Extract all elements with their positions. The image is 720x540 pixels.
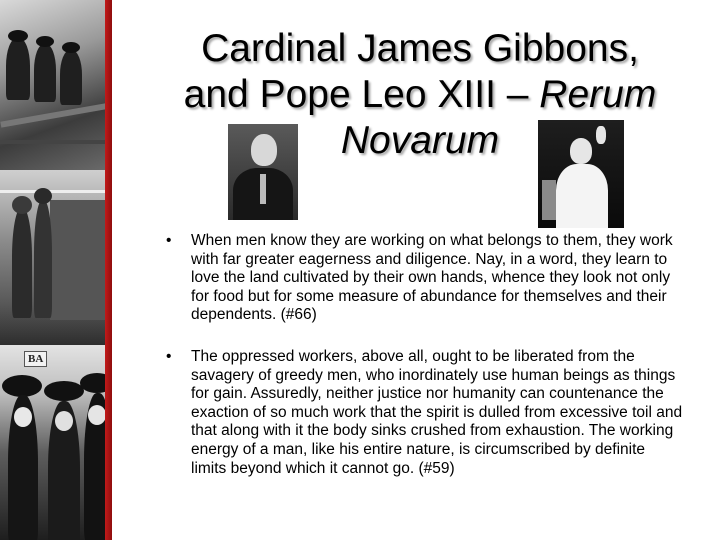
title-line-3 [120,118,720,164]
slide-title [120,26,720,164]
title-line-2 [120,72,720,118]
quote-item [158,348,683,478]
bullet-marker: • [166,232,172,249]
bullet-marker: • [166,347,172,365]
strip-sign: BA [24,351,47,367]
title-line-2-text: and Pope Leo XIII – [183,73,540,116]
striking-women-photo [0,345,112,540]
quote-item [158,232,683,325]
child-mill-worker-photo [0,170,112,345]
miners-photo [0,0,112,170]
title-italic-novarum: Novarum [340,119,500,162]
red-accent-bar [105,0,112,540]
quote-list [158,232,683,478]
quote-text: When men know they are working on what belongs to them, they work with far greater eagerness and diligence. Nay, in a word, they learn to love the land cultivated by their own hands, whence they look not only for food but for some measure of abundance for themselves and their dependents. (#66) [191,232,673,324]
quote-text: The oppressed workers, above all, ought to be liberated from the savagery of greedy men, who inordinately use human beings as things for gain. Assuredly, neither justice nor humanity can countenance the exaction of so much work that the spirit is dulled from excessive toil and that along with it the body sinks crushed from exhaustion. The working energy of a man, like his entire nature, is circumscribed by definite limits beyond which it cannot go. (#59) [191,347,683,477]
title-line-1: Cardinal James Gibbons, [201,27,639,70]
cardinal-gibbons-portrait [228,124,298,220]
historical-photo-strip [0,0,112,540]
title-italic-rerum: Rerum [539,73,657,116]
pope-leo-portrait [538,120,624,228]
